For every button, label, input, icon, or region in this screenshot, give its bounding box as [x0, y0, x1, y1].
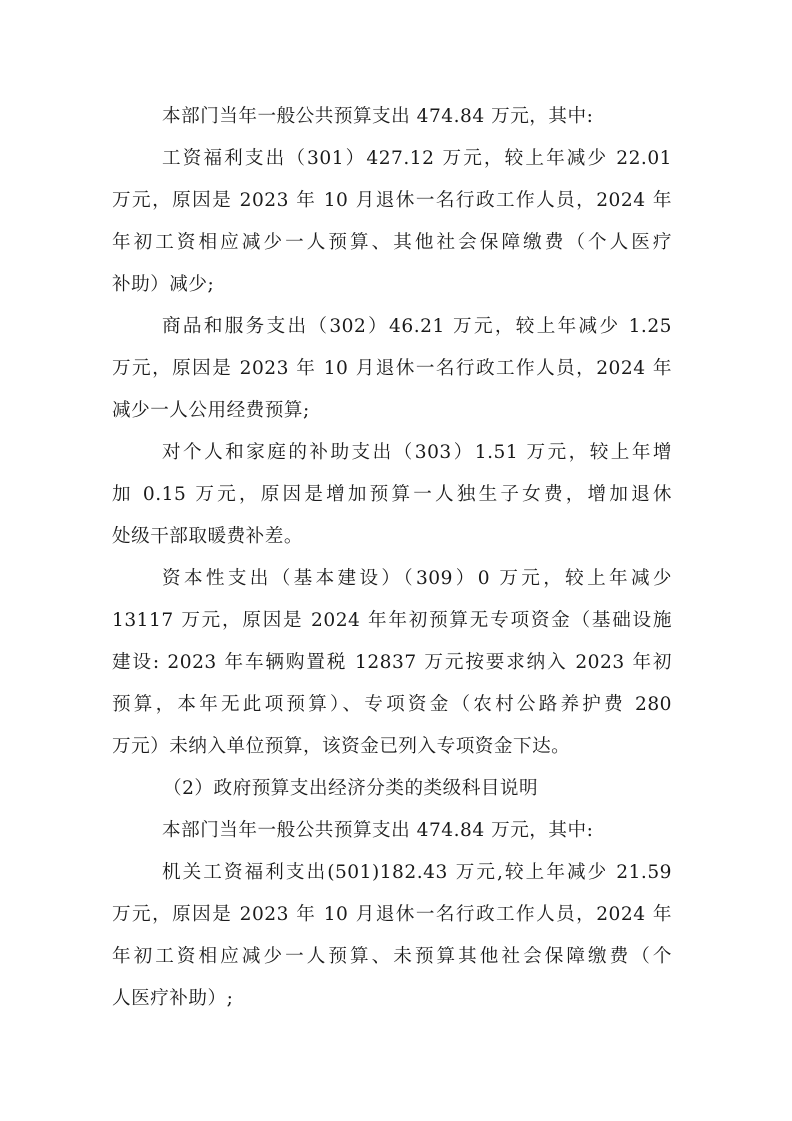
text-line: 预算，本年无此项预算）、专项资金（农村公路养护费 280 — [112, 694, 672, 715]
text-line: 万元）未纳入单位预算，该资金已列入专项资金下达。 — [112, 736, 571, 757]
text-line: 处级干部取暖费补差。 — [112, 526, 303, 547]
text-line: 商品和服务支出（302）46.21 万元，较上年减少 1.25 — [162, 316, 672, 337]
section-heading: （2）政府预算支出经济分类的类级科目说明 — [163, 778, 539, 799]
text-line: 本部门当年一般公共预算支出 474.84 万元，其中: — [162, 106, 594, 127]
text-line: 13117 万元，原因是 2024 年年初预算无专项资金（基础设施 — [112, 610, 672, 631]
text-line: 年初工资相应减少一人预算、未预算其他社会保障缴费（个 — [112, 946, 672, 967]
text-line: 补助）减少; — [112, 274, 215, 295]
text-line: 本部门当年一般公共预算支出 474.84 万元，其中: — [162, 820, 594, 841]
text-line: 万元，原因是 2023 年 10 月退休一名行政工作人员，2024 年 — [112, 904, 672, 925]
text-line: 万元，原因是 2023 年 10 月退休一名行政工作人员，2024 年 — [112, 190, 672, 211]
text-line: 建设: 2023 年车辆购置税 12837 万元按要求纳入 2023 年初 — [112, 652, 672, 673]
text-line: 年初工资相应减少一人预算、其他社会保障缴费（个人医疗 — [112, 232, 672, 253]
text-line: 减少一人公用经费预算; — [112, 400, 310, 421]
text-line: 工资福利支出（301）427.12 万元，较上年减少 22.01 — [162, 148, 672, 169]
text-line: 人医疗补助）; — [112, 988, 234, 1009]
text-line: 机关工资福利支出(501)182.43 万元,较上年减少 21.59 — [162, 862, 672, 883]
text-line: 万元，原因是 2023 年 10 月退休一名行政工作人员，2024 年 — [112, 358, 672, 379]
text-line: 对个人和家庭的补助支出（303）1.51 万元，较上年增 — [162, 442, 672, 463]
text-line: 加 0.15 万元，原因是增加预算一人独生子女费，增加退休 — [112, 484, 672, 505]
text-line: 资本性支出（基本建设）（309）0 万元，较上年减少 — [162, 568, 672, 589]
